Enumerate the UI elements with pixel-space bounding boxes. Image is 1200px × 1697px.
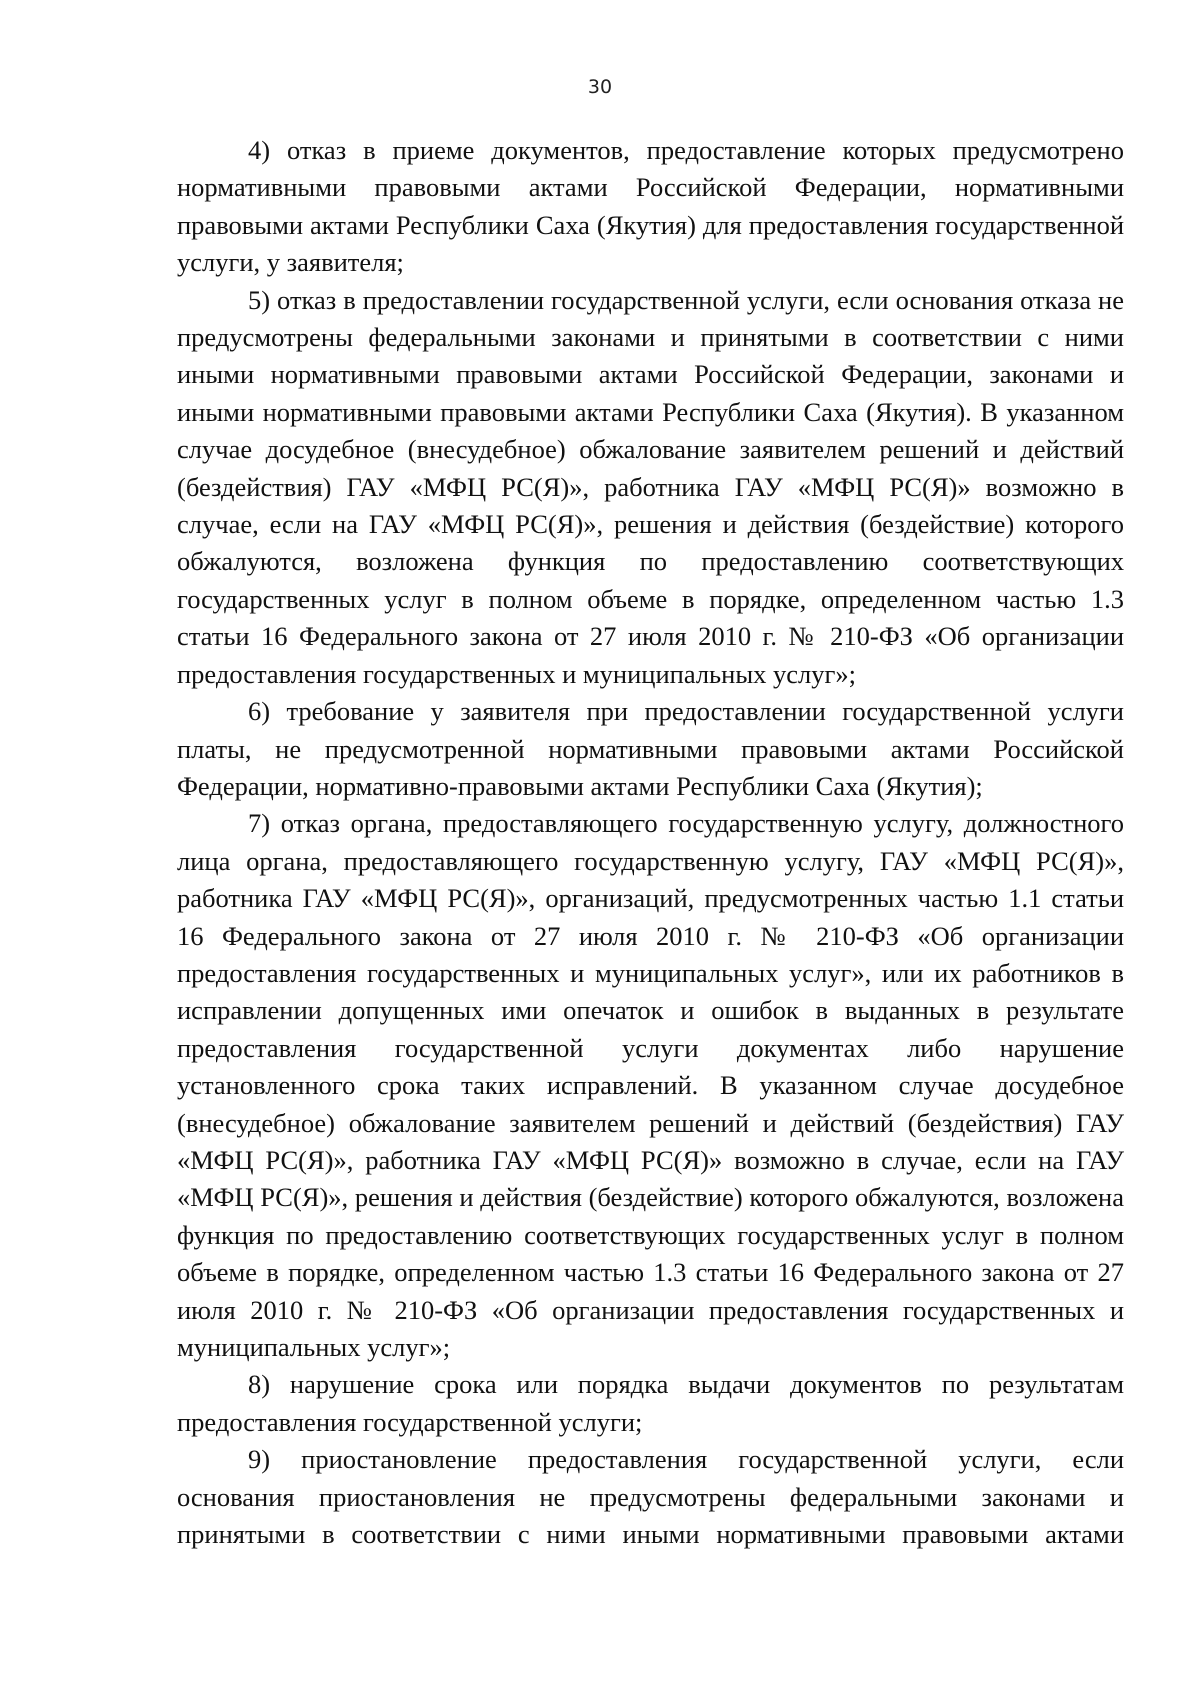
paragraph-item-7: 7) отказ органа, предоставляющего государственную услугу, должностного лица органа, предоставляющего государственную услугу, ГАУ «МФЦ РС(Я)», работника ГАУ «МФЦ РС(Я)», организаций, предусмотренных частью 1.1 статьи 16 Федерального закона от 27 июля 2010 г. № 210-ФЗ «Об организации предоставления государственных и муниципальных услуг», или их работников в исправлении допущенных ими опечаток и ошибок в выданных в результате предоставления государственной услуги документах либо нарушение установленного срока таких исправлений. В указанном случае досудебное (внесудебное) обжалование заявителем решений и действий (бездействия) ГАУ «МФЦ РС(Я)», работника ГАУ «МФЦ РС(Я)» возможно в случае, если на ГАУ «МФЦ РС(Я)», решения и действия (бездействие) которого обжалуются, возложена функция по предоставлению соответствующих государственных услуг в полном объеме в порядке, определенном частью 1.3 статьи 16 Федерального закона от 27 июля 2010 г. № 210-ФЗ «Об организации предоставления государственных и муниципальных услуг»; (177, 808, 1124, 1362)
paragraph-item-4: 4) отказ в приеме документов, предоставление которых предусмотрено нормативными правовыми актами Российской Федерации, нормативными правовыми актами Республики Саха (Якутия) для предоставления государственной услуги, у заявителя; (177, 135, 1124, 278)
paragraph-item-6: 6) требование у заявителя при предоставлении государственной услуги платы, не предусмотренной нормативными правовыми актами Российской Федерации, нормативно-правовыми актами Республики Саха (Якутия); (177, 696, 1124, 801)
page-number: 30 (587, 76, 613, 98)
paragraph-item-5: 5) отказ в предоставлении государственной услуги, если основания отказа не предусмотрены федеральными законами и принятыми в соответствии с ними иными нормативными правовыми актами Российской Федерации, законами и иными нормативными правовыми актами Республики Саха (Якутия). В указанном случае досудебное (внесудебное) обжалование заявителем решений и действий (бездействия) ГАУ «МФЦ РС(Я)», работника ГАУ «МФЦ РС(Я)» возможно в случае, если на ГАУ «МФЦ РС(Я)», решения и действия (бездействие) которого обжалуются, возложена функция по предоставлению соответствующих государственных услуг в полном объеме в порядке, определенном частью 1.3 статьи 16 Федерального закона от 27 июля 2010 г. № 210-ФЗ «Об организации предоставления государственных и муниципальных услуг»; (177, 284, 1124, 689)
paragraph-item-9: 9) приостановление предоставления государственной услуги, если основания приостановления не предусмотрены федеральными законами и принятыми в соответствии с ними иными нормативными правовыми актами (177, 1444, 1124, 1550)
document-body (177, 132, 1124, 1553)
paragraph-item-8: 8) нарушение срока или порядка выдачи документов по результатам предоставления государственной услуги; (177, 1369, 1124, 1437)
